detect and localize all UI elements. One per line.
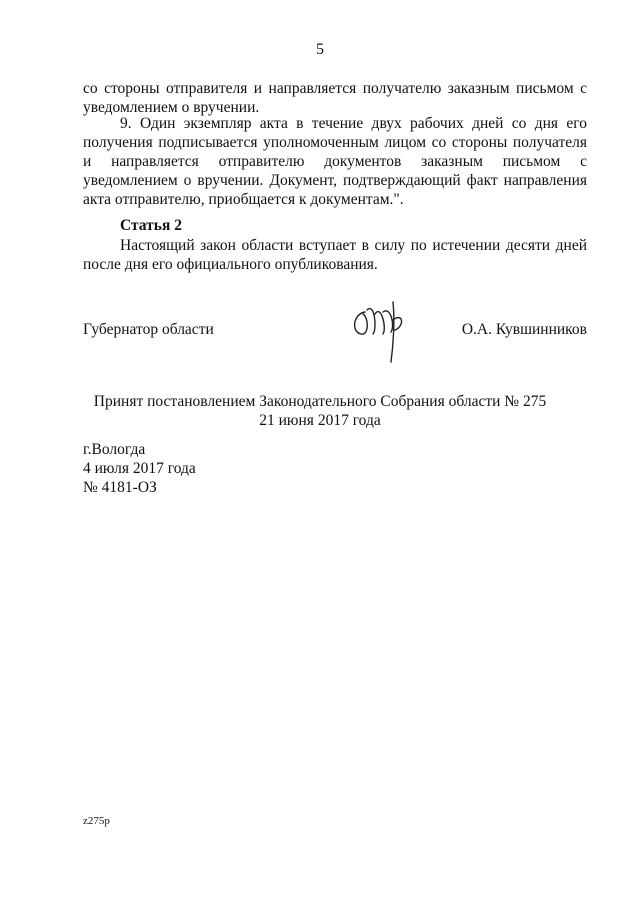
signatory-name: О.А. Кувшинников	[461, 321, 587, 338]
paragraph-continuation	[83, 79, 587, 117]
adoption-date: 21 июня 2017 года	[259, 412, 381, 429]
handwritten-signature	[347, 292, 417, 382]
paragraph-text: Настоящий закон области вступает в силу по истечении десяти дней после дня его официального опубликования.	[83, 237, 587, 273]
law-number: № 4181-ОЗ	[83, 479, 157, 496]
signing-date: 4 июля 2017 года	[83, 460, 196, 477]
adoption-line: Принят постановлением Законодательного Собрания области № 275	[93, 393, 547, 410]
document-meta	[83, 440, 196, 497]
signatory-position: Губернатор области	[83, 321, 214, 338]
page-number: 5	[316, 41, 324, 58]
paragraph-item-9	[83, 114, 587, 209]
article-paragraph	[83, 236, 587, 274]
signature-row	[83, 320, 587, 380]
city: г.Вологда	[83, 441, 146, 458]
adoption-info	[0, 392, 640, 430]
paragraph-text: со стороны отправителя и направляется получателю заказным письмом с уведомлением о вручении.	[83, 80, 587, 116]
paragraph-text: 9. Один экземпляр акта в течение двух рабочих дней со дня его получения подписывается уполномоченным лицом со стороны получателя и направляется отправителю документов заказным письмом с уведомлением о вручении. Документ, подтверждающий факт направления акта отправителю, приобщается к документам.".	[83, 115, 587, 208]
article-heading: Статья 2	[120, 217, 182, 234]
document-code: z275р	[83, 815, 110, 827]
